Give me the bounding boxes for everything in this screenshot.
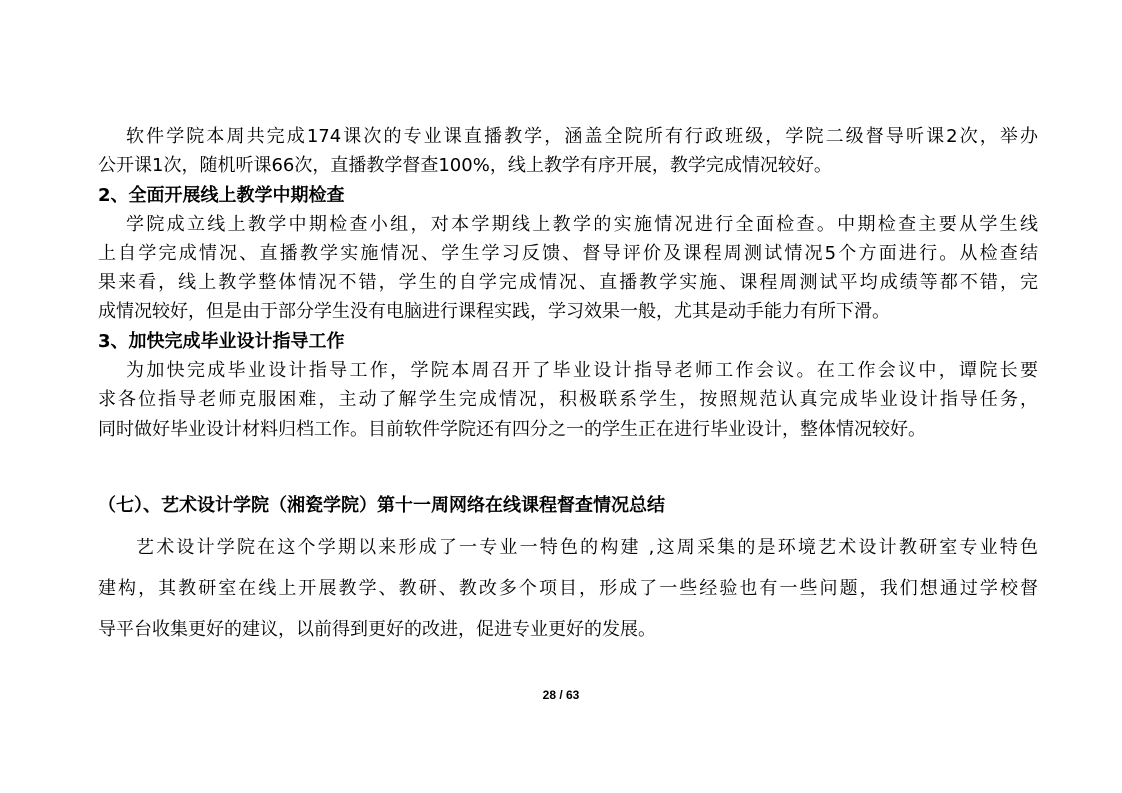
paragraph-line: 公开课1次，随机听课66次，直播教学督查100%，线上教学有序开展，教学完成情况较好。 xyxy=(98,155,832,176)
paragraph-line: 为加快完成毕业设计指导工作，学院本周召开了毕业设计指导老师工作会议。在工作会议中，谭院长要 xyxy=(126,360,1038,381)
section-heading: 2、全面开展线上教学中期检查 xyxy=(98,185,345,206)
paragraph-line: 成情况较好，但是由于部分学生没有电脑进行课程实践，学习效果一般，尤其是动手能力有所下滑。 xyxy=(98,301,890,322)
paragraph-line: 艺术设计学院在这个学期以来形成了一专业一特色的构建 ,这周采集的是环境艺术设计教研室专业特色 xyxy=(136,537,1038,558)
paragraph-line: 果来看，线上教学整体情况不错，学生的自学完成情况、直播教学实施、课程周测试平均成绩等都不错，完 xyxy=(98,272,1038,293)
page-number: 28 / 63 xyxy=(542,688,580,702)
paragraph-line: 求各位指导老师克服困难，主动了解学生完成情况，积极联系学生，按照规范认真完成毕业设计指导任务， xyxy=(98,389,1038,410)
section-title: （七）、艺术设计学院（湘瓷学院）第十一周网络在线课程督查情况总结 xyxy=(98,495,665,516)
paragraph-line: 同时做好毕业设计材料归档工作。目前软件学院还有四分之一的学生正在进行毕业设计，整体情况较好。 xyxy=(98,419,926,440)
paragraph-line: 软件学院本周共完成174课次的专业课直播教学，涵盖全院所有行政班级，学院二级督导听课2次，举办 xyxy=(126,126,1038,147)
paragraph-line: 上自学完成情况、直播教学实施情况、学生学习反馈、督导评价及课程周测试情况5个方面进行。从检查结 xyxy=(98,243,1038,264)
paragraph-line: 学院成立线上教学中期检查小组，对本学期线上教学的实施情况进行全面检查。中期检查主要从学生线 xyxy=(126,214,1038,235)
section-heading: 3、加快完成毕业设计指导工作 xyxy=(98,331,345,352)
paragraph-line: 建构，其教研室在线上开展教学、教研、教改多个项目，形成了一些经验也有一些问题，我们想通过学校督 xyxy=(98,578,1038,599)
paragraph-line: 导平台收集更好的建议，以前得到更好的改进，促进专业更好的发展。 xyxy=(98,619,656,640)
